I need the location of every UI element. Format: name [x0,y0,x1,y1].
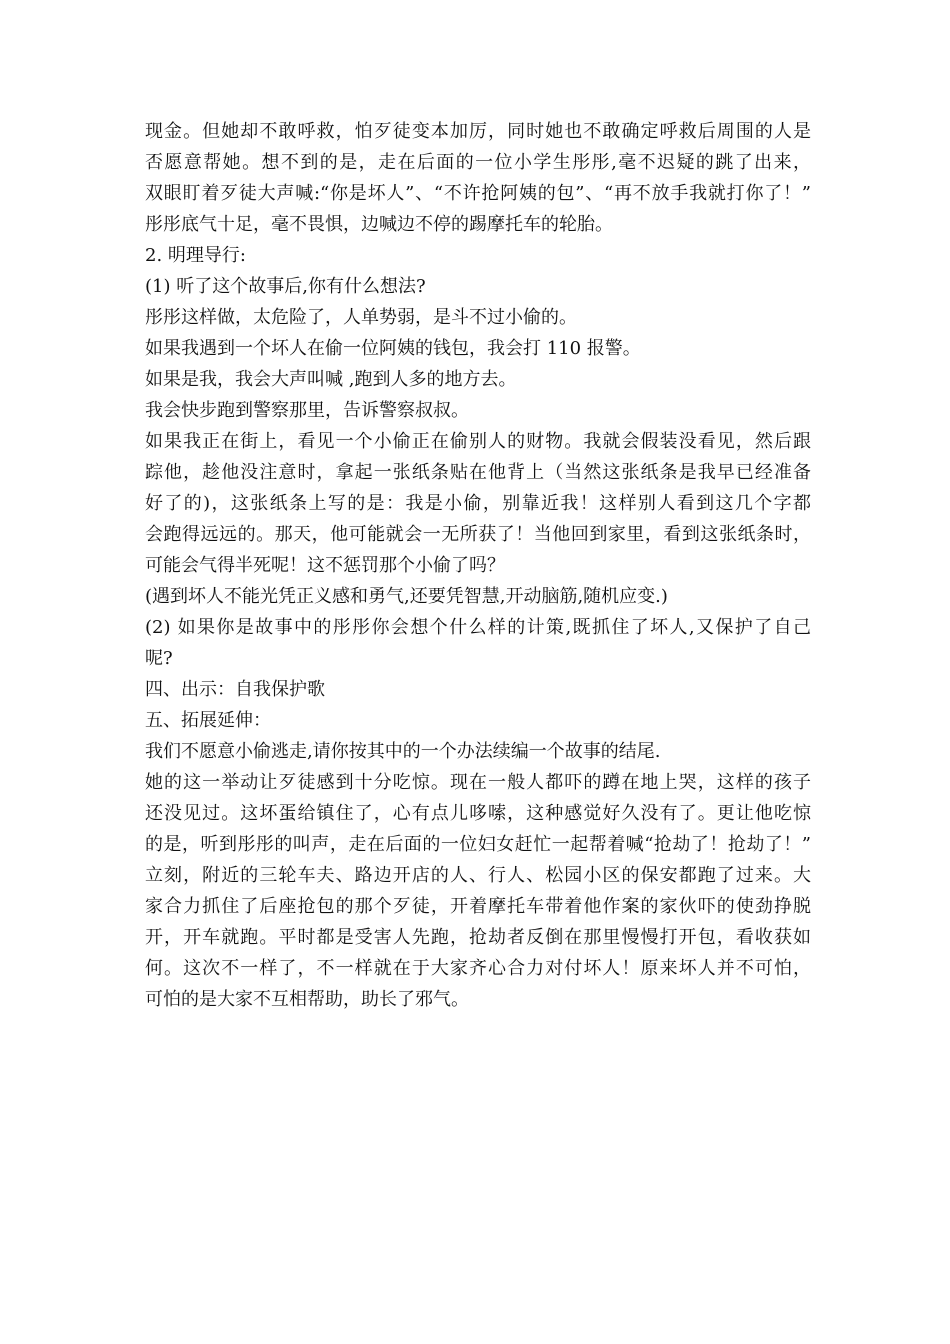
text-line: 现金。但她却不敢呼救，怕歹徒变本加厉，同时她也不敢确定呼救后周围的人是 [145,121,811,142]
note-line: (遇到坏人不能光凭正义感和勇气,还要凭智慧,开动脑筋,随机应变.) [145,586,668,607]
question-line: (1) 听了这个故事后,你有什么想法? [145,276,426,297]
text-line: 彤彤这样做，太危险了，人单势弱，是斗不过小偷的。 [145,307,577,328]
section-heading: 五、拓展延伸： [145,710,271,731]
section-heading: 四、出示：自我保护歌 [145,679,325,700]
text-line: 还没见过。这坏蛋给镇住了，心有点儿哆嗦，这种感觉好久没有了。更让他吃惊 [145,803,811,824]
text-line: 呢? [145,648,173,669]
text-line: 可能会气得半死呢！这不惩罚那个小偷了吗？ [145,555,505,576]
text-line: 如果我正在街上，看见一个小偷正在偷别人的财物。我就会假装没看见，然后跟 [145,431,811,452]
text-line: 立刻，附近的三轮车夫、路边开店的人、行人、松园小区的保安都跑了过来。大 [145,865,811,886]
text-line: 开，开车就跑。平时都是受害人先跑，抢劫者反倒在那里慢慢打开包，看收获如 [145,927,811,948]
text-line: 如果我遇到一个坏人在偷一位阿姨的钱包，我会打 110 报警。 [145,338,641,359]
text-line: 如果是我，我会大声叫喊 ,跑到人多的地方去。 [145,369,517,390]
text-line: 彤彤底气十足，毫不畏惧，边喊边不停的踢摩托车的轮胎。 [145,214,613,235]
question-line: (2) 如果你是故事中的彤彤你会想个什么样的计策,既抓住了坏人,又保护了自己 [145,617,811,638]
text-line: 我会快步跑到警察那里，告诉警察叔叔。 [145,400,469,421]
text-line: 的是，听到彤彤的叫声，走在后面的一位妇女赶忙一起帮着喊“抢劫了！抢劫了！” [145,834,811,855]
text-line: 否愿意帮她。想不到的是，走在后面的一位小学生彤彤,毫不迟疑的跳了出来， [145,152,811,173]
text-line: 我们不愿意小偷逃走,请你按其中的一个办法续编一个故事的结尾. [145,741,661,762]
text-line: 双眼盯着歹徒大声喊:“你是坏人”、“不许抢阿姨的包”、“再不放手我就打你了！” [145,183,811,204]
section-heading: 2. 明理导行: [145,245,246,266]
text-line: 会跑得远远的。那天，他可能就会一无所获了！当他回到家里，看到这张纸条时， [145,524,811,545]
text-line: 踪他，趁他没注意时，拿起一张纸条贴在他背上（当然这张纸条是我早已经准备 [145,462,811,483]
text-line: 可怕的是大家不互相帮助，助长了邪气。 [145,989,469,1010]
text-line: 家合力抓住了后座抢包的那个歹徒，开着摩托车带着他作案的家伙吓的使劲挣脱 [145,896,811,917]
text-line: 何。这次不一样了，不一样就在于大家齐心合力对付坏人！原来坏人并不可怕， [145,958,811,979]
text-line: 她的这一举动让歹徒感到十分吃惊。现在一般人都吓的蹲在地上哭，这样的孩子 [145,772,811,793]
text-line: 好了的)，这张纸条上写的是：我是小偷，别靠近我！这样别人看到这几个字都 [145,493,811,514]
document-body [145,116,811,1015]
